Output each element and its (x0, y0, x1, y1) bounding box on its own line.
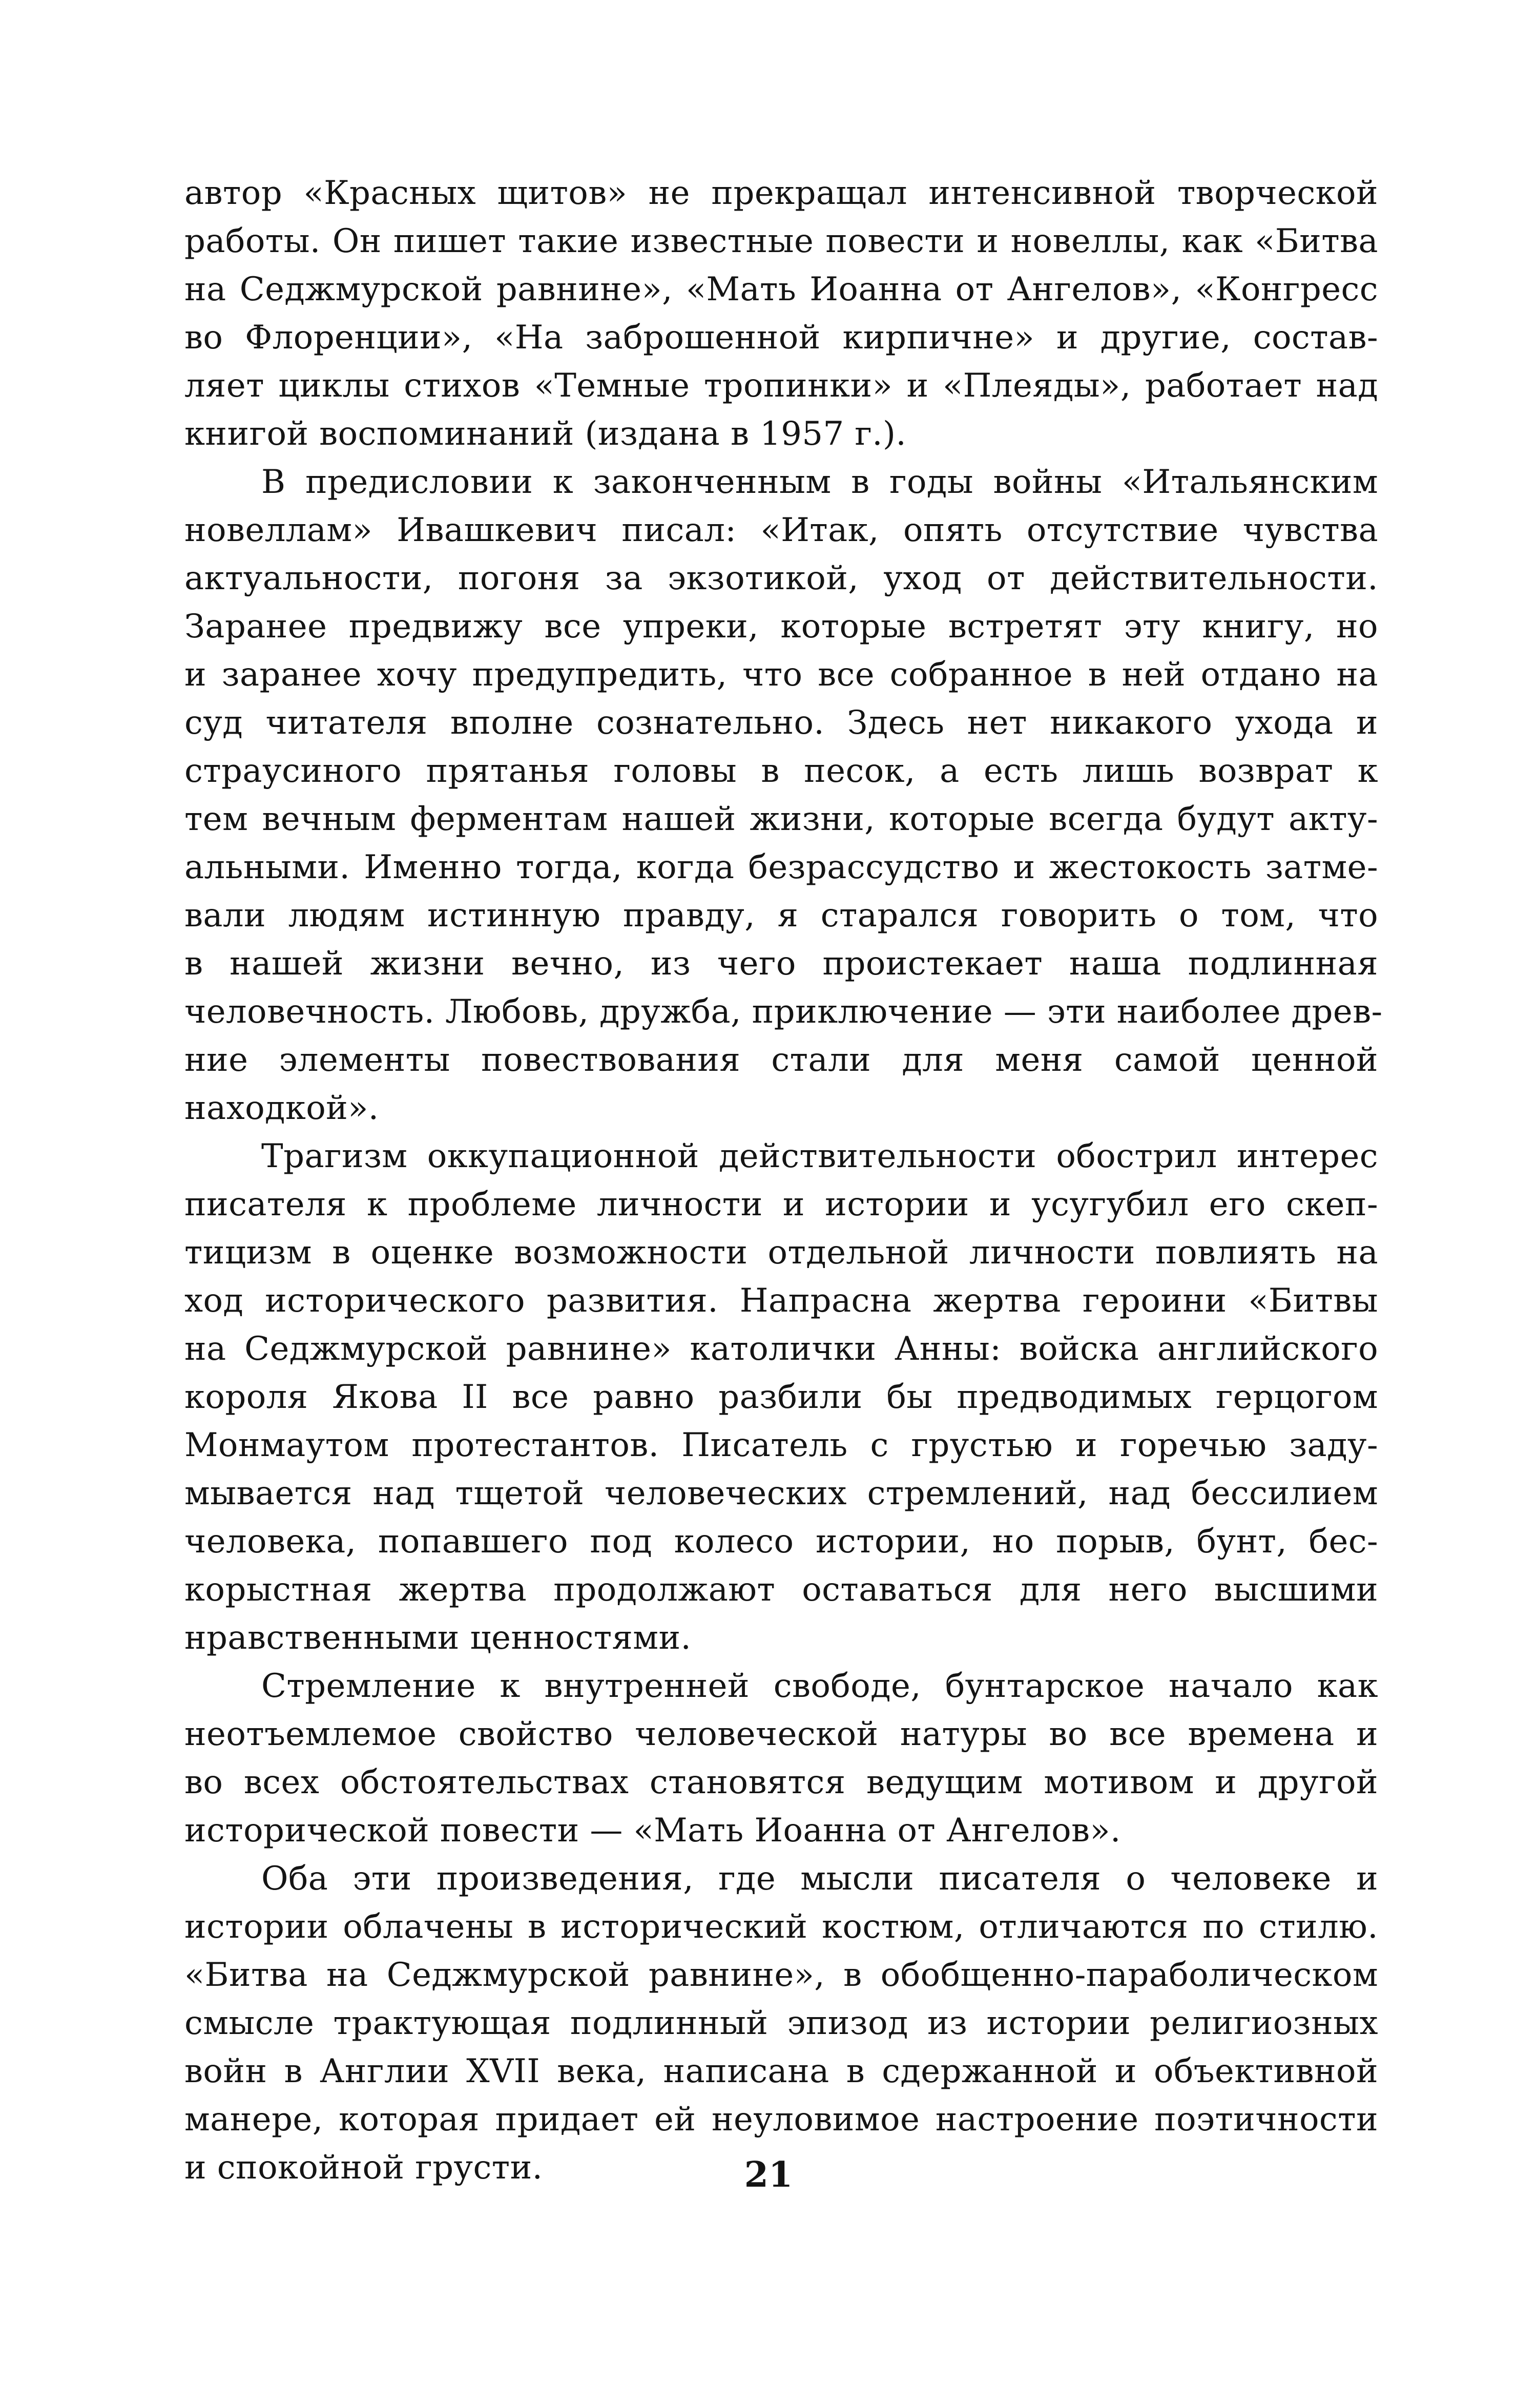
text-line: корыстная жертва продолжают оставаться для него высшими (184, 1571, 1378, 1609)
text-line: Заранее предвижу все упреки, которые встретят эту книгу, но (184, 608, 1378, 646)
text-line: смысле трактующая подлинный эпизод из истории религиозных (184, 2004, 1378, 2042)
text-line: находкой». (184, 1089, 379, 1127)
text-line: страусиного прятанья головы в песок, а есть лишь возврат к (184, 752, 1378, 790)
text-line: Оба эти произведения, где мысли писателя о человеке и (261, 1860, 1378, 1898)
text-line: неотъемлемое свойство человеческой натуры во все времена и (184, 1715, 1378, 1753)
text-line: Стремление к внутренней свободе, бунтарское начало как (261, 1667, 1378, 1705)
text-line: и спокойной грусти. (184, 2149, 543, 2187)
page-number: 21 (744, 2154, 793, 2195)
text-line: исторической повести — «Мать Иоанна от Ангелов». (184, 1812, 1121, 1850)
text-line: человека, попавшего под колесо истории, но порыв, бунт, бес- (184, 1523, 1378, 1561)
paragraph-3 (184, 1132, 1378, 1662)
text-line: войн в Англии XVII века, написана в сдержанной и объективной (184, 2052, 1378, 2090)
text-line: короля Якова II все равно разбили бы предводимых герцогом (184, 1378, 1378, 1416)
text-line: книгой воспоминаний (издана в 1957 г.). (184, 415, 907, 453)
text-line: тем вечным ферментам нашей жизни, которые всегда будут акту- (184, 800, 1378, 838)
paragraph-1 (184, 169, 1378, 458)
text-line: мывается над тщетой человеческих стремлений, над бессилием (184, 1475, 1378, 1512)
text-line: ние элементы повествования стали для меня самой ценной (184, 1041, 1378, 1079)
text-line: Монмаутом протестантов. Писатель с грустью и горечью заду- (184, 1426, 1378, 1464)
paragraph-2 (184, 458, 1383, 1132)
text-line: нравственными ценностями. (184, 1619, 692, 1657)
text-line: автор «Красных щитов» не прекращал интенсивной творческой (184, 174, 1378, 212)
text-line: манере, которая придает ей неуловимое настроение поэтичности (184, 2101, 1378, 2139)
paragraph-4 (184, 1662, 1378, 1855)
text-line: «Битва на Седжмурской равнине», в обобщенно-параболическом (184, 1956, 1378, 1994)
text-line: работы. Он пишет такие известные повести и новеллы, как «Битва (184, 222, 1378, 260)
text-line: суд читателя вполне сознательно. Здесь нет никакого ухода и (184, 704, 1378, 742)
text-line: и заранее хочу предупредить, что все собранное в ней отдано на (184, 656, 1378, 694)
text-line: ход исторического развития. Напрасна жертва героини «Битвы (184, 1282, 1378, 1320)
text-line: на Седжмурской равнине» католички Анны: войска английского (184, 1330, 1378, 1368)
text-line: альными. Именно тогда, когда безрассудство и жестокость затме- (184, 848, 1378, 886)
text-line: тицизм в оценке возможности отдельной личности повлиять на (184, 1234, 1378, 1272)
text-line: на Седжмурской равнине», «Мать Иоанна от Ангелов», «Конгресс (184, 271, 1378, 308)
text-line: во Флоренции», «На заброшенной кирпичне» и другие, состав- (184, 319, 1378, 357)
text-line: Трагизм оккупационной действительности обострил интерес (261, 1137, 1378, 1175)
text-line: ляет циклы стихов «Темные тропинки» и «Плеяды», работает над (184, 367, 1378, 405)
text-line: в нашей жизни вечно, из чего проистекает наша подлинная (184, 945, 1378, 983)
text-line: вали людям истинную правду, я старался говорить о том, что (184, 897, 1378, 935)
paragraph-5 (184, 1855, 1378, 2192)
body-text (184, 169, 1383, 2192)
text-line: истории облачены в исторический костюм, отличаются по стилю. (184, 1908, 1378, 1946)
text-line: во всех обстоятельствах становятся ведущим мотивом и другой (184, 1763, 1378, 1801)
text-line: человечность. Любовь, дружба, приключение — эти наиболее древ- (184, 993, 1383, 1031)
text-line: писателя к проблеме личности и истории и усугубил его скеп- (184, 1186, 1378, 1223)
text-line: актуальности, погоня за экзотикой, уход от действительности. (184, 559, 1378, 597)
text-line: новеллам» Ивашкевич писал: «Итак, опять отсутствие чувства (184, 511, 1378, 549)
text-line: В предисловии к законченным в годы войны «Итальянским (261, 463, 1378, 501)
